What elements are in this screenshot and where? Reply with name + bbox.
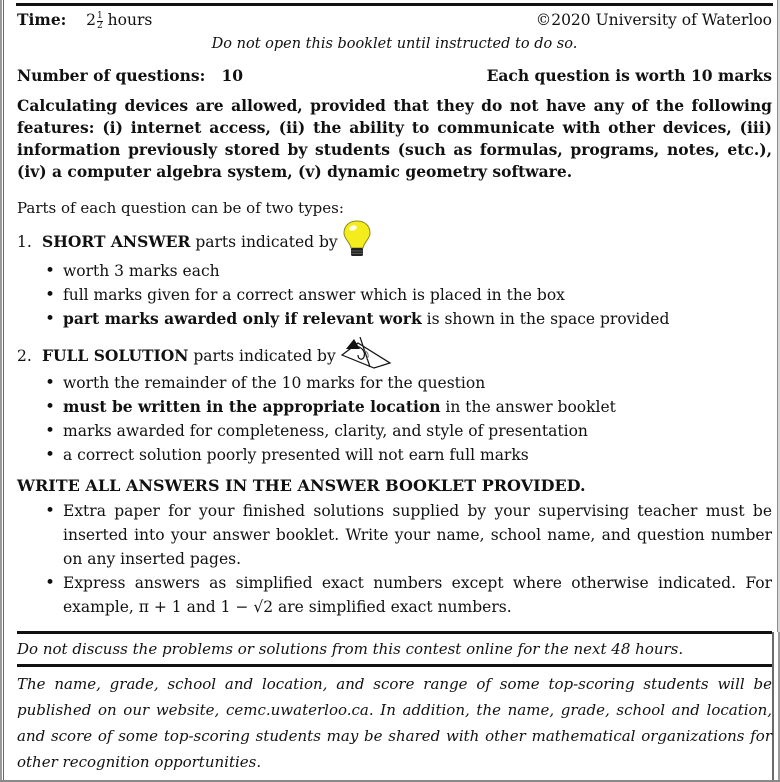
type-title: FULL SOLUTION (42, 346, 189, 365)
header-row (17, 9, 772, 33)
open-instruction: Do not open this booklet until instructed to do so. (211, 36, 578, 52)
pencil-writing-icon (340, 337, 392, 375)
marks-note: Each question is worth 10 marks (486, 66, 772, 85)
bullet-item: • full marks given for a correct answer which is placed in the box (45, 283, 772, 307)
copyright: ©2020 University of Waterloo (535, 11, 772, 29)
bullet-item: • worth the remainder of the 10 marks for the question (45, 371, 772, 395)
info-row (17, 65, 772, 87)
num-questions-value: 10 (221, 66, 244, 85)
calculator-policy: Calculating devices are allowed, provided that they do not have any of the following features: (i) internet access, (ii) the ability to communicate with other devices, (iii) information previously stored by students (such as formulas, programs, notes, etc.), (iv) a computer algebra system, (v) dynamic geometry software. (17, 96, 772, 181)
time-whole: 2 (86, 11, 96, 29)
time-unit: hours (107, 11, 153, 29)
parts-intro: Parts of each question can be of two types: (17, 199, 344, 217)
time-label: Time: (17, 10, 67, 29)
top-rule (16, 3, 773, 6)
type-full-solution: 2. FULL SOLUTION parts indicated by • worth the remainder of the 10 marks for the question • must be written in the appropriate location in the answer booklet • marks awarded for completeness, clarity, and style of presentation • a correct solution poorly presented will not earn full marks (17, 337, 772, 467)
bullet-item: • must be written in the appropriate location in the answer booklet (45, 395, 772, 419)
bullet-item: • part marks awarded only if relevant work is shown in the space provided (45, 307, 772, 331)
discuss-notice: Do not discuss the problems or solutions from this contest online for the next 48 hours. (17, 640, 684, 658)
type-short-answer: 1. SHORT ANSWER parts indicated by • worth 3 marks each • full marks given for a correct answer which is placed in the box • part marks awarded only if relevant work is shown in the space provided (17, 219, 772, 331)
short-answer-bullets (17, 259, 772, 331)
publish-notice: The name, grade, school and location, and score range of some top-scoring students will be published on our website, cemc.uwaterloo.ca. In addition, the name, grade, school and location, and score of some top-scoring students may be shared with other mathematical organizations for other recognition opportunities. (17, 675, 772, 771)
cover-page (17, 9, 772, 775)
write-answers-heading: WRITE ALL ANSWERS IN THE ANSWER BOOKLET PROVIDED. (17, 476, 586, 495)
time-fraction: $\frac{1}{2}$ (97, 10, 103, 31)
time-info (17, 9, 152, 31)
num-questions: Number of questions: 10 (17, 66, 244, 85)
page-frame-right-bottom (772, 632, 780, 782)
write-answers-bullets (17, 499, 772, 619)
bullet-item: • marks awarded for completeness, clarity, and style of presentation (45, 419, 772, 443)
bullet-item: • Extra paper for your finished solutions supplied by your supervising teacher must be inserted into your answer booklet. Write your name, school name, and question number on any inserted pages. (45, 499, 772, 571)
bullet-item: • worth 3 marks each (45, 259, 772, 283)
bullet-item: • Express answers as simplified exact numbers except where otherwise indicated. For example, π + 1 and 1 − √2 are simplified exact numbers. (45, 571, 772, 619)
full-solution-bullets (17, 371, 772, 467)
page-frame-left (0, 0, 4, 782)
type-title: SHORT ANSWER (42, 232, 191, 251)
bullet-item: • a correct solution poorly presented will not earn full marks (45, 443, 772, 467)
notice-rule-bottom (17, 664, 772, 667)
